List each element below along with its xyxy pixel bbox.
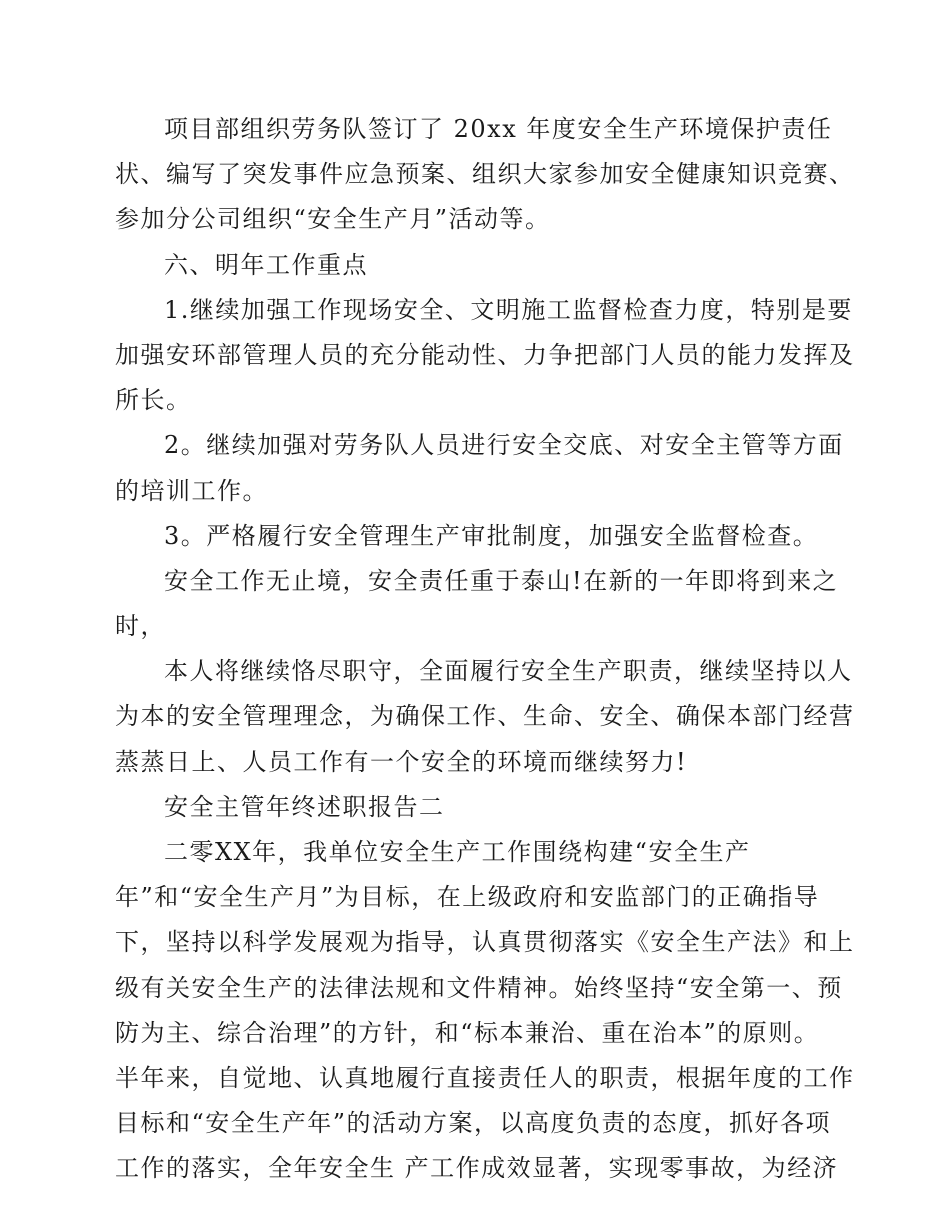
paragraph-line: 工作的落实，全年安全生 产工作成效显著，实现零事故，为经济 [115,1154,839,1183]
paragraph-line: 目标和“安全生产年”的活动方案，以高度负责的态度，抓好各项 [115,1109,832,1138]
document-body [115,107,855,1192]
section-heading: 六、明年工作重点 [164,250,368,279]
paragraph-line: 安全工作无止境，安全责任重于泰山!在新的一年即将到来之 [164,566,839,595]
paragraph-line: 加强安环部管理人员的充分能动性、力争把部门人员的能力发挥及 [115,340,855,369]
paragraph-line: 1.继续加强工作现场安全、文明施工监督检查力度，特别是要 [164,295,853,324]
paragraph-line: 参加分公司组织“安全生产月”活动等。 [115,205,551,234]
paragraph-line: 半年来，自觉地、认真地履行直接责任人的职责，根据年度的工作 [115,1063,855,1092]
report-title: 安全主管年终述职报告二 [164,792,445,821]
paragraph-line: 年”和“安全生产月”为目标，在上级政府和安监部门的正确指导 [115,883,820,912]
paragraph-line: 下，坚持以科学发展观为指导，认真贯彻落实《安全生产法》和上 [115,928,855,957]
paragraph-line: 蒸蒸日上、人员工作有一个安全的环境而继续努力! [115,747,688,776]
paragraph-line: 级有关安全生产的法律法规和文件精神。始终坚持“安全第一、预 [115,973,843,1002]
paragraph-line: 项目部组织劳务队签订了 20xx 年度安全生产环境保护责任 [164,115,833,143]
paragraph-line: 时， [115,612,166,641]
paragraph-line: 防为主、综合治理”的方针，和“标本兼治、重在治本”的原则。 [115,1018,820,1047]
paragraph-line: 所长。 [115,386,192,415]
paragraph-line: 状、编写了突发事件应急预案、组织大家参加安全健康知识竞赛、 [115,160,855,189]
paragraph-line: 二零XX年，我单位安全生产工作围绕构建“安全生产 [164,838,751,866]
paragraph-line: 2。继续加强对劳务队人员进行安全交底、对安全主管等方面 [164,431,844,460]
paragraph-line: 3。严格履行安全管理生产审批制度，加强安全监督检查。 [164,521,819,550]
paragraph-line: 为本的安全管理理念，为确保工作、生命、安全、确保本部门经营 [115,702,855,731]
paragraph-line: 本人将继续恪尽职守，全面履行安全生产职责，继续坚持以人 [164,657,853,686]
paragraph-line: 的培训工作。 [115,476,268,505]
